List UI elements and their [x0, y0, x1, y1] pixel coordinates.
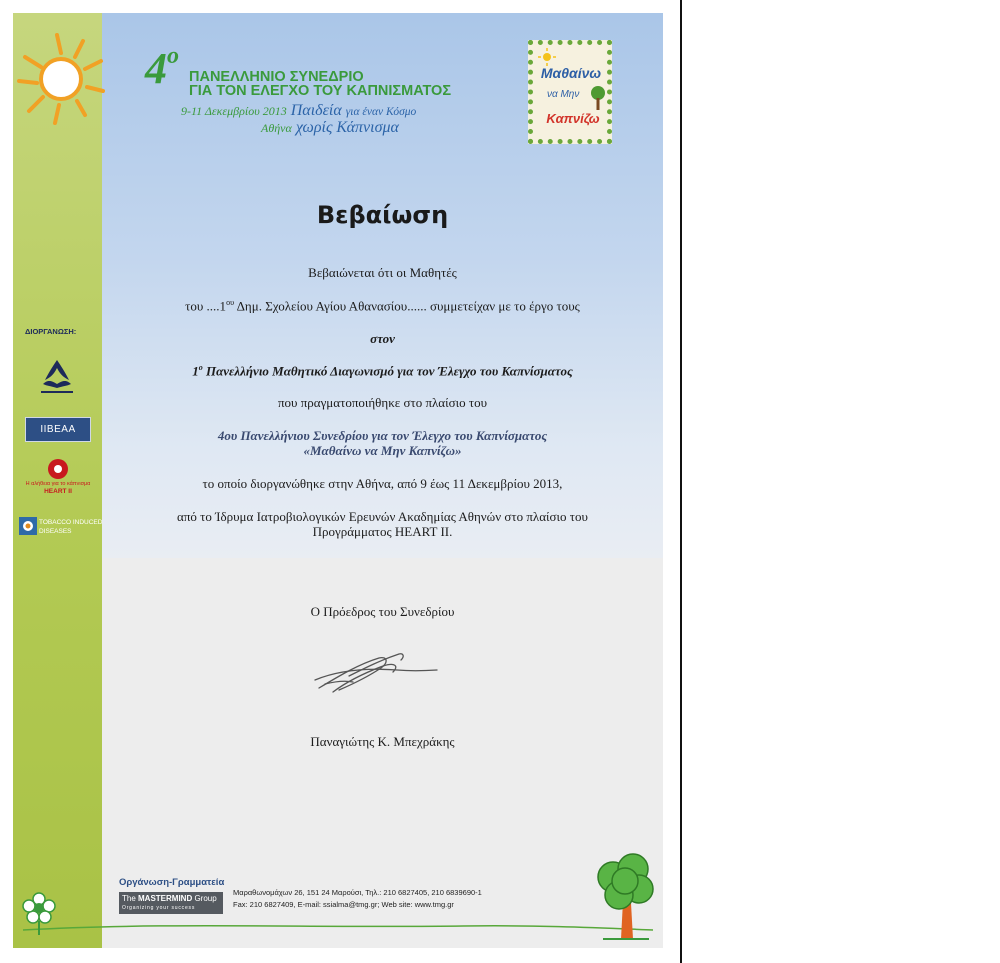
sun-icon	[15, 31, 107, 131]
campaign-badge-logo	[528, 40, 612, 144]
small-sun-icon	[537, 48, 557, 66]
flower-icon	[21, 891, 57, 937]
certificate-line-10: Προγράμματος HEART II.	[312, 524, 453, 539]
certificate-line-3: στον	[370, 331, 395, 346]
footer-address: Μαραθωνομάχων 26, 151 24 Μαρούσι, Τηλ.: 210 6827405, 210 6839690-1	[233, 888, 482, 897]
badge-line-3: Καπνίζω	[546, 111, 600, 126]
grass-line	[13, 916, 663, 948]
footer-contact: Fax: 210 6827409, E-mail: ssialma@tmg.gr; Web site: www.tmg.gr	[233, 900, 454, 909]
certificate-line-9: από το Ίδρυμα Ιατροβιολογικών Ερευνών Ακαδημίας Αθηνών στο πλαίσιο του	[177, 509, 588, 524]
conference-title: ΠΑΝΕΛΛΗΝΙΟ ΣΥΝΕΔΡΙΟ ΓΙΑ ΤΟΝ ΕΛΕΓΧΟ ΤΟΥ ΚΑΠΝΙΣΜΑΤΟΣ	[189, 69, 452, 99]
signatory-name: Παναγιώτης Κ. Μπεχράκης	[310, 734, 455, 749]
certificate-line-8: το οποίο διοργανώθηκε στην Αθήνα, από 9 έως 11 Δεκεμβρίου 2013,	[202, 476, 563, 491]
certificate-line-1: Βεβαιώνεται ότι οι Μαθητές	[308, 265, 457, 280]
heart-ii-logo-line-1: Η αλήθεια για το κάπνισμα	[25, 481, 91, 487]
certificate-title: Βεβαίωση	[316, 201, 449, 229]
certificate-line-5: που πραγματοποιήθηκε στο πλαίσιο του	[277, 395, 488, 410]
signature-image	[309, 646, 441, 698]
page-divider-line	[680, 0, 682, 963]
certificate-line-4: $1^o$ Πανελλήνιο Μαθητικό Διαγωνισμό για τον Έλεγχο του Καπνίσματος	[192, 363, 573, 379]
signatory-role: Ο Πρόεδρος του Συνεδρίου	[310, 604, 455, 619]
heart-ii-logo-icon	[47, 458, 69, 480]
mastermind-group-logo: The MASTERMIND Group Organizing your success	[119, 892, 223, 914]
badge-line-2: να Μην	[547, 89, 580, 100]
academy-athens-logo	[37, 358, 77, 396]
certificate-line-2: του $....1^{o\upsilon}$ Δημ. Σχολείου Αγίου Αθανασίου...... συμμετείχαν με το έργο τους	[185, 298, 580, 314]
small-tree-icon	[589, 85, 607, 111]
tobacco-diseases-logo-icon	[19, 517, 37, 535]
conference-number: 4ο	[145, 43, 179, 93]
certificate-line-6: 4ου Πανελλήνιου Συνεδρίου για τον Έλεγχο του Καπνίσματος	[217, 428, 548, 443]
badge-line-1: Μαθαίνω	[540, 65, 602, 81]
certificate-line-7: «Μαθαίνω να Μην Καπνίζω»	[303, 443, 462, 458]
conference-city-slogan: Αθήνα χωρίς Κάπνισμα	[261, 119, 399, 136]
tree-icon	[593, 851, 655, 943]
tobacco-diseases-logo-text: TOBACCO INDUCED DISEASES	[39, 519, 103, 535]
heart-ii-logo-line-2: HEART II	[44, 488, 72, 495]
organizers-label: ΔΙΟΡΓΑΝΩΣΗ:	[25, 327, 77, 336]
conference-dates-slogan: 9-11 Δεκεμβρίου 2013 Παιδεία για έναν Κόσμο	[181, 102, 417, 119]
secretariat-label: Οργάνωση-Γραμματεία	[119, 877, 225, 888]
certificate-page	[13, 13, 663, 948]
ibeaa-logo: IIBEAA	[25, 417, 91, 442]
